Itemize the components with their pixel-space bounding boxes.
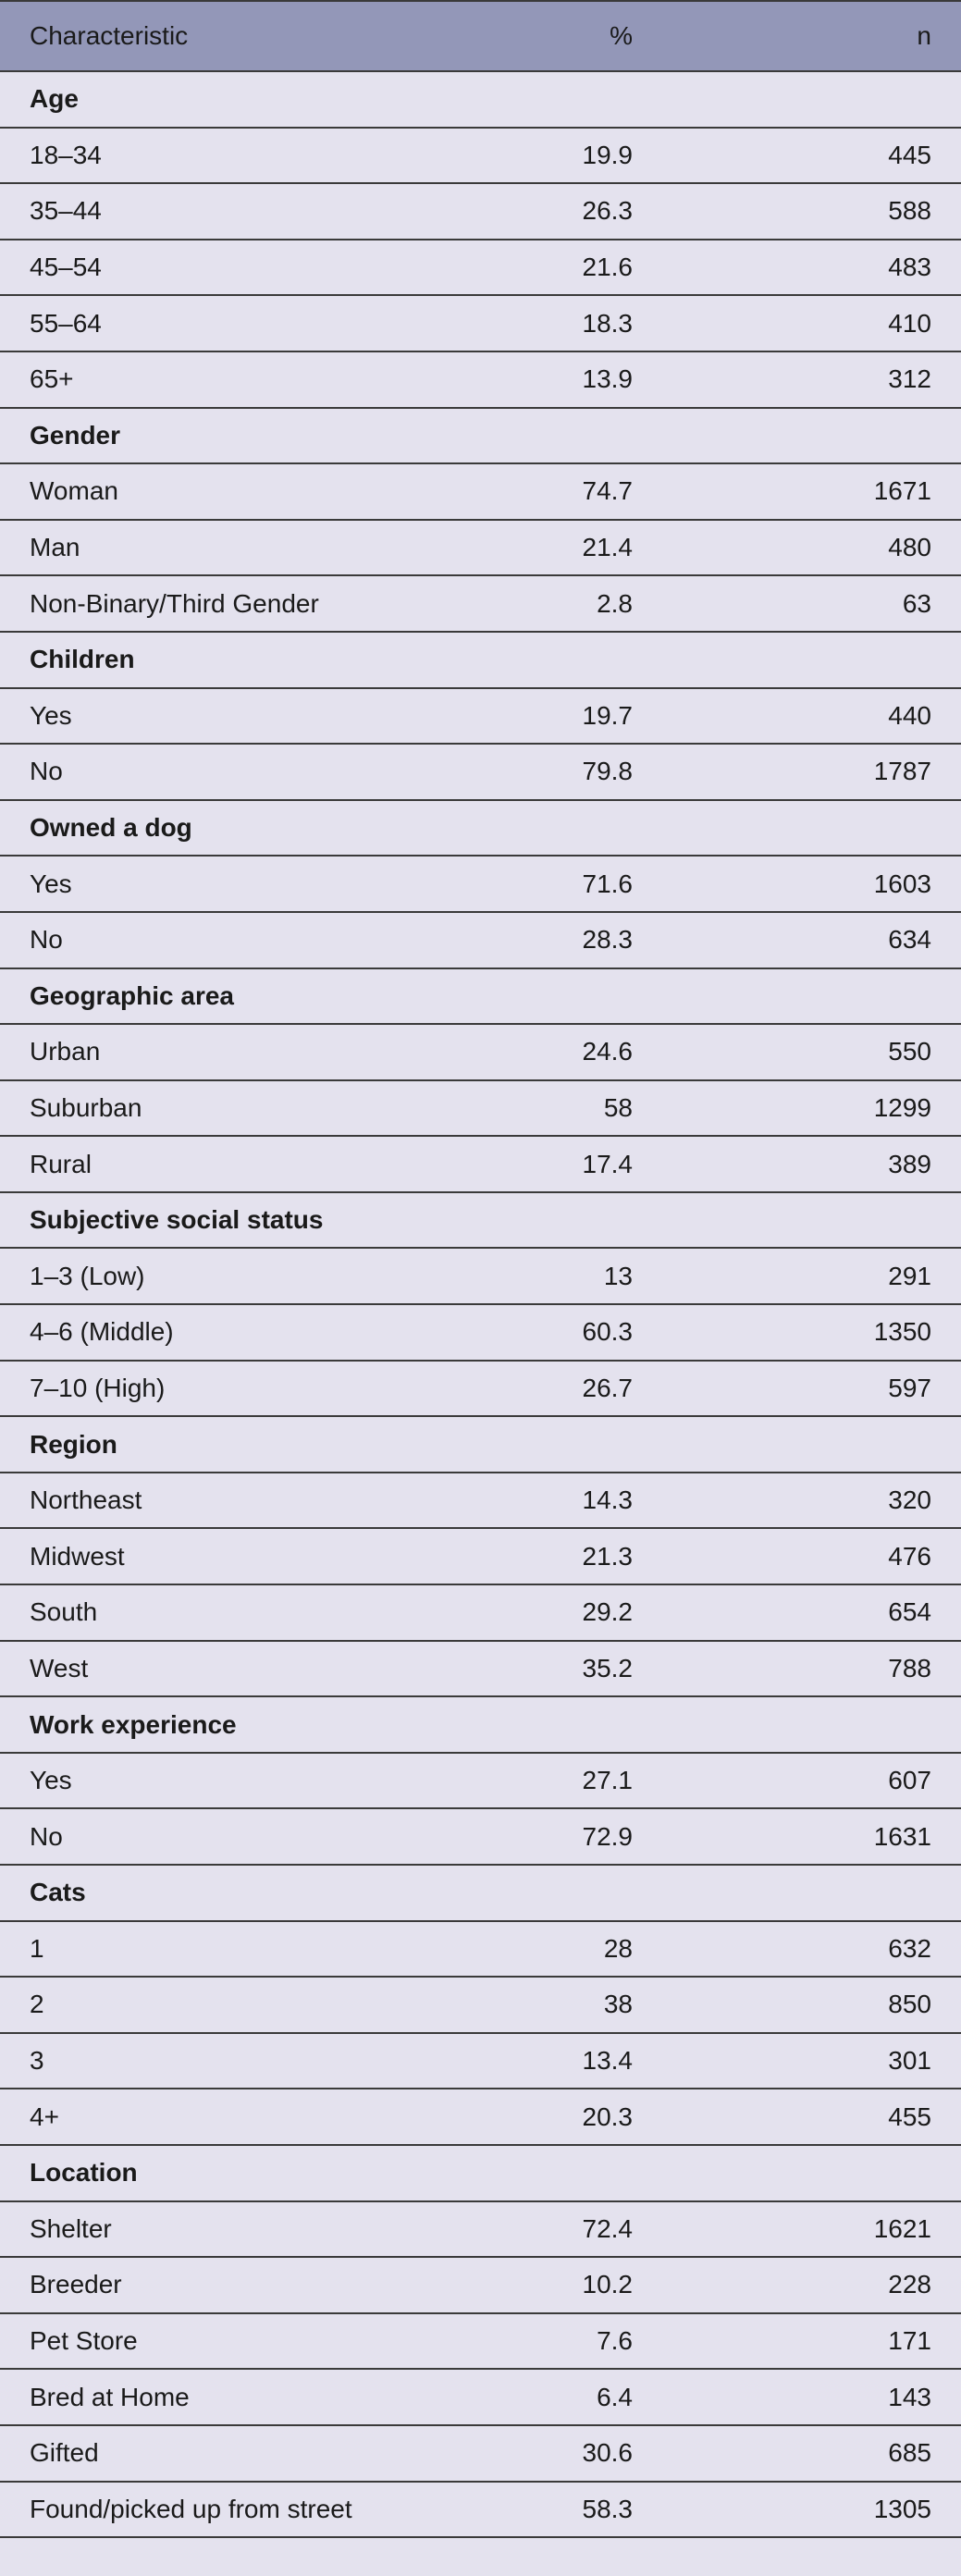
row-n: 850 — [873, 1977, 961, 2033]
section-title: Subjective social status — [0, 1192, 961, 1249]
row-label: 35–44 — [0, 183, 555, 240]
row-percent: 58 — [555, 1080, 873, 1137]
row-percent: 13 — [555, 1248, 873, 1304]
row-percent: 60.3 — [555, 1304, 873, 1361]
row-percent: 21.4 — [555, 520, 873, 576]
row-label: Bred at Home — [0, 2369, 555, 2425]
table-row — [0, 1921, 961, 1978]
row-percent: 19.7 — [555, 688, 873, 745]
row-percent: 58.3 — [555, 2482, 873, 2538]
section-header-row — [0, 2145, 961, 2201]
section-header-row — [0, 71, 961, 128]
table-row — [0, 128, 961, 184]
section-header-row — [0, 1865, 961, 1921]
row-label: South — [0, 1584, 555, 1641]
row-label: 4+ — [0, 2089, 555, 2145]
table-row — [0, 240, 961, 296]
row-label: 18–34 — [0, 128, 555, 184]
table-row — [0, 1136, 961, 1192]
row-percent: 72.9 — [555, 1808, 873, 1865]
row-percent: 29.2 — [555, 1584, 873, 1641]
row-label: 65+ — [0, 351, 555, 408]
row-percent: 18.3 — [555, 295, 873, 351]
row-n: 588 — [873, 183, 961, 240]
header-percent: % — [555, 1, 873, 71]
row-percent: 10.2 — [555, 2257, 873, 2313]
row-percent: 27.1 — [555, 1753, 873, 1809]
row-n: 171 — [873, 2313, 961, 2370]
row-percent: 13.9 — [555, 351, 873, 408]
row-n: 440 — [873, 688, 961, 745]
row-percent: 26.3 — [555, 183, 873, 240]
row-percent: 74.7 — [555, 463, 873, 520]
section-header-row — [0, 1192, 961, 1249]
row-percent: 17.4 — [555, 1136, 873, 1192]
row-n: 788 — [873, 1641, 961, 1697]
row-label: Shelter — [0, 2201, 555, 2258]
row-label: 45–54 — [0, 240, 555, 296]
header-characteristic: Characteristic — [0, 1, 555, 71]
row-n: 1631 — [873, 1808, 961, 1865]
table-row — [0, 1977, 961, 2033]
row-label: Non-Binary/Third Gender — [0, 575, 555, 632]
row-percent: 71.6 — [555, 856, 873, 912]
row-label: 1 — [0, 1921, 555, 1978]
section-header-row — [0, 408, 961, 464]
row-n: 445 — [873, 128, 961, 184]
table-row — [0, 463, 961, 520]
row-n: 455 — [873, 2089, 961, 2145]
row-n: 1350 — [873, 1304, 961, 1361]
table-row — [0, 1808, 961, 1865]
row-percent: 20.3 — [555, 2089, 873, 2145]
row-percent: 26.7 — [555, 1361, 873, 1417]
row-label: Northeast — [0, 1473, 555, 1529]
row-percent: 28 — [555, 1921, 873, 1978]
table-row — [0, 2482, 961, 2538]
row-n: 634 — [873, 912, 961, 968]
section-title: Gender — [0, 408, 961, 464]
table-row — [0, 1304, 961, 1361]
row-n: 228 — [873, 2257, 961, 2313]
row-label: No — [0, 912, 555, 968]
row-percent: 38 — [555, 1977, 873, 2033]
table-row — [0, 1473, 961, 1529]
row-n: 1603 — [873, 856, 961, 912]
table-row — [0, 688, 961, 745]
section-title: Age — [0, 71, 961, 128]
row-n: 410 — [873, 295, 961, 351]
row-label: 2 — [0, 1977, 555, 2033]
row-percent: 21.3 — [555, 1528, 873, 1584]
table-row — [0, 2257, 961, 2313]
table-row — [0, 575, 961, 632]
row-percent: 21.6 — [555, 240, 873, 296]
table-row — [0, 1248, 961, 1304]
row-n: 63 — [873, 575, 961, 632]
row-n: 312 — [873, 351, 961, 408]
row-percent: 72.4 — [555, 2201, 873, 2258]
table-row — [0, 1080, 961, 1137]
row-label: Suburban — [0, 1080, 555, 1137]
row-label: 4–6 (Middle) — [0, 1304, 555, 1361]
section-title: Owned a dog — [0, 800, 961, 857]
table-row — [0, 1024, 961, 1080]
row-n: 483 — [873, 240, 961, 296]
row-label: Rural — [0, 1136, 555, 1192]
row-label: Pet Store — [0, 2313, 555, 2370]
table-row — [0, 2313, 961, 2370]
row-label: 1–3 (Low) — [0, 1248, 555, 1304]
row-label: Yes — [0, 1753, 555, 1809]
section-title: Cats — [0, 1865, 961, 1921]
row-percent: 6.4 — [555, 2369, 873, 2425]
table-row — [0, 2425, 961, 2482]
row-n: 1671 — [873, 463, 961, 520]
table-row — [0, 520, 961, 576]
row-n: 597 — [873, 1361, 961, 1417]
row-n: 1621 — [873, 2201, 961, 2258]
row-label: No — [0, 744, 555, 800]
row-n: 291 — [873, 1248, 961, 1304]
row-n: 1787 — [873, 744, 961, 800]
table-row — [0, 295, 961, 351]
row-n: 654 — [873, 1584, 961, 1641]
table-row — [0, 351, 961, 408]
section-title: Geographic area — [0, 968, 961, 1025]
row-percent: 19.9 — [555, 128, 873, 184]
section-title: Location — [0, 2145, 961, 2201]
row-n: 685 — [873, 2425, 961, 2482]
section-header-row — [0, 968, 961, 1025]
row-label: West — [0, 1641, 555, 1697]
header-n: n — [873, 1, 961, 71]
row-label: 7–10 (High) — [0, 1361, 555, 1417]
row-n: 632 — [873, 1921, 961, 1978]
row-percent: 30.6 — [555, 2425, 873, 2482]
row-n: 607 — [873, 1753, 961, 1809]
table-row — [0, 1528, 961, 1584]
row-percent: 35.2 — [555, 1641, 873, 1697]
row-n: 320 — [873, 1473, 961, 1529]
row-percent: 28.3 — [555, 912, 873, 968]
row-label: Yes — [0, 688, 555, 745]
row-percent: 24.6 — [555, 1024, 873, 1080]
row-label: Urban — [0, 1024, 555, 1080]
row-n: 476 — [873, 1528, 961, 1584]
row-label: Gifted — [0, 2425, 555, 2482]
table-row — [0, 183, 961, 240]
section-title: Region — [0, 1416, 961, 1473]
row-percent: 2.8 — [555, 575, 873, 632]
row-label: Yes — [0, 856, 555, 912]
row-n: 143 — [873, 2369, 961, 2425]
section-title: Work experience — [0, 1696, 961, 1753]
table-body — [0, 71, 961, 2537]
row-percent: 14.3 — [555, 1473, 873, 1529]
row-percent: 79.8 — [555, 744, 873, 800]
table-row — [0, 1641, 961, 1697]
section-header-row — [0, 1696, 961, 1753]
table-row — [0, 1753, 961, 1809]
row-label: 55–64 — [0, 295, 555, 351]
row-n: 389 — [873, 1136, 961, 1192]
row-label: Midwest — [0, 1528, 555, 1584]
row-n: 550 — [873, 1024, 961, 1080]
row-n: 480 — [873, 520, 961, 576]
table-row — [0, 856, 961, 912]
section-header-row — [0, 800, 961, 857]
row-label: Breeder — [0, 2257, 555, 2313]
row-percent: 13.4 — [555, 2033, 873, 2089]
table-row — [0, 1584, 961, 1641]
row-label: Found/picked up from street — [0, 2482, 555, 2538]
row-n: 1305 — [873, 2482, 961, 2538]
header-row — [0, 1, 961, 71]
row-percent: 7.6 — [555, 2313, 873, 2370]
row-label: Woman — [0, 463, 555, 520]
table-row — [0, 744, 961, 800]
row-label: No — [0, 1808, 555, 1865]
table-row — [0, 2369, 961, 2425]
table-row — [0, 2201, 961, 2258]
section-header-row — [0, 632, 961, 688]
row-label: Man — [0, 520, 555, 576]
table-row — [0, 1361, 961, 1417]
table-row — [0, 2033, 961, 2089]
section-header-row — [0, 1416, 961, 1473]
row-label: 3 — [0, 2033, 555, 2089]
section-title: Children — [0, 632, 961, 688]
row-n: 1299 — [873, 1080, 961, 1137]
table-row — [0, 2089, 961, 2145]
table-row — [0, 912, 961, 968]
row-n: 301 — [873, 2033, 961, 2089]
table-header — [0, 1, 961, 71]
